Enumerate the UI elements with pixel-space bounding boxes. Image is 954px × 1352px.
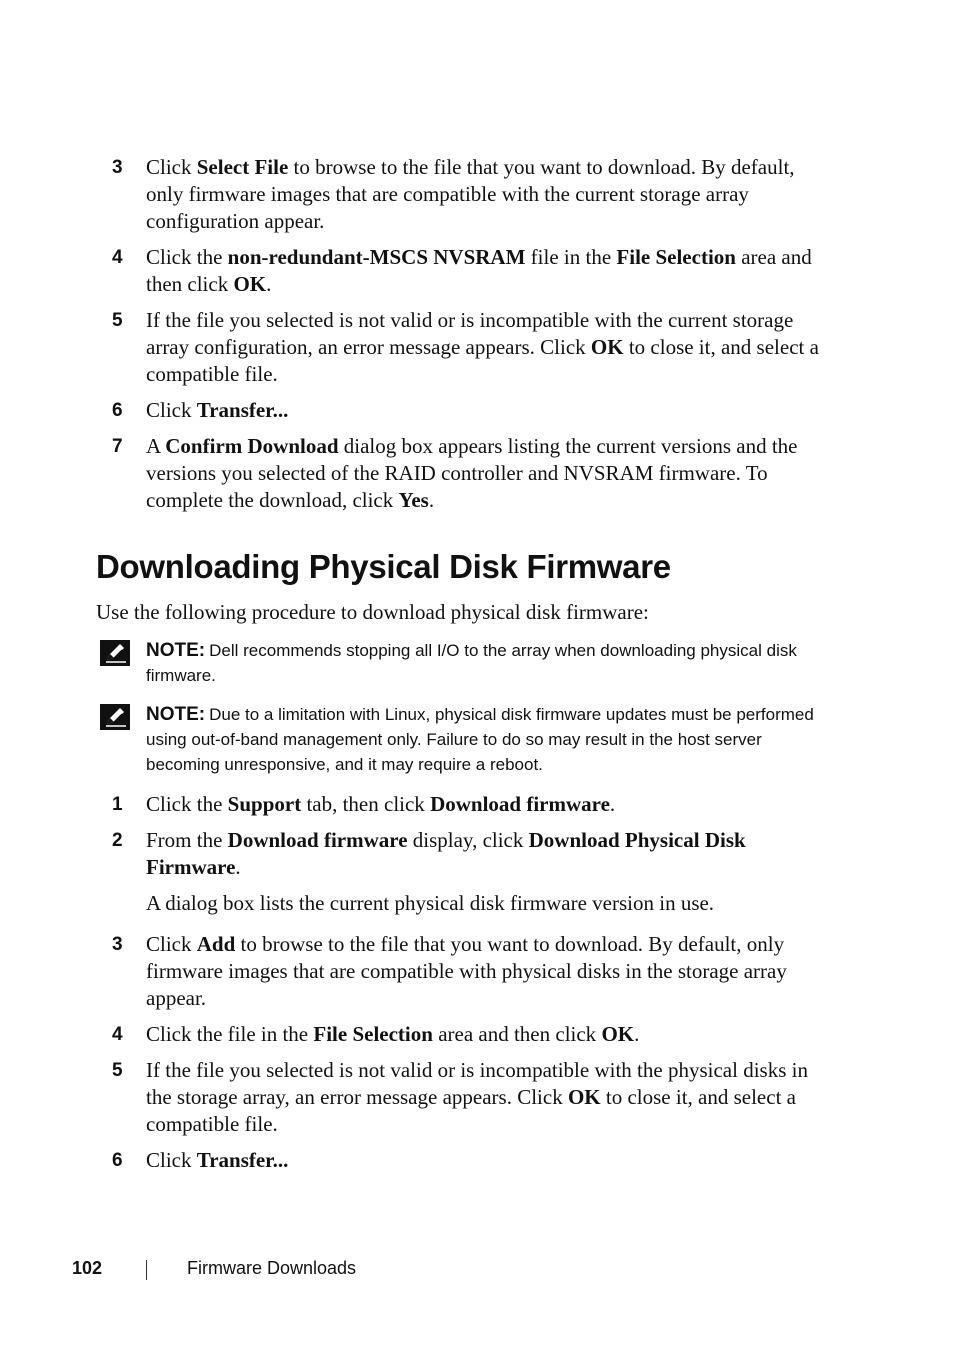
step-text-run: tab, then click: [301, 792, 431, 816]
list-item: [0, 931, 954, 1012]
ui-term: Transfer...: [196, 398, 289, 422]
step-number: 1: [112, 794, 123, 815]
step-text-run: Click the: [146, 792, 228, 816]
step-text: [146, 433, 822, 514]
step-text-run: If the file you selected is not valid or is incompatible with the physical disks in the storage array, an error message appears. Click: [146, 1058, 808, 1109]
ui-term: non-redundant-MSCS NVSRAM: [227, 245, 526, 269]
note-1-text: Dell recommends stopping all I/O to the array when downloading physical disk firmware.: [146, 641, 797, 685]
list-item: [0, 397, 954, 424]
ui-term: File Selection: [616, 245, 736, 269]
step-number: 6: [112, 1150, 123, 1171]
step-text: [146, 244, 822, 298]
ui-term: File Selection: [313, 1022, 433, 1046]
step-text: [146, 827, 822, 881]
note-pencil-icon: [100, 704, 130, 730]
steps-list-top: [0, 154, 954, 523]
step-text-run: .: [634, 1022, 640, 1046]
steps-list-bottom: [0, 791, 954, 1183]
note-2: [100, 702, 820, 777]
step-number: 6: [112, 400, 123, 421]
step-text-run: A: [146, 434, 166, 458]
list-item: [0, 307, 954, 388]
step-text-run: Click the file in the: [146, 1022, 314, 1046]
step-number: 3: [112, 157, 123, 178]
list-item: [0, 827, 954, 881]
note-1-body: [146, 638, 818, 688]
ui-term: OK: [233, 272, 267, 296]
step-text-run: dialog box appears listing the current versions and the versions you selected of the RAID controller and NVSRAM firmware. To complete the download, click: [146, 434, 798, 512]
step-text-run: .: [609, 792, 616, 816]
step-text-run: file in the: [525, 245, 617, 269]
step-text-run: If the file you selected is not valid or is incompatible with the current storage array configuration, an error message appears. Click: [146, 308, 794, 359]
step-text-run: to browse to the file that you want to download. By default, only firmware images that are compatible with physical disks in the storage array appear.: [146, 932, 787, 1010]
ui-term: OK: [601, 1022, 635, 1046]
step-number: 5: [112, 310, 123, 331]
step-text-run: display, click: [407, 828, 529, 852]
step-number: 4: [112, 1024, 123, 1045]
ui-term: Download Physical Disk Firmware: [146, 828, 746, 879]
step-text-run: area and then click: [146, 245, 812, 296]
ui-term: Support: [227, 792, 302, 816]
step-text: [146, 791, 822, 818]
ui-term: OK: [590, 335, 624, 359]
ui-term: Add: [196, 932, 236, 956]
footer-divider: [146, 1260, 147, 1280]
page-footer: [0, 1254, 954, 1284]
list-item: [0, 433, 954, 514]
step-text-run: to close it, and select a compatible file.: [146, 1085, 796, 1136]
step-text-run: .: [428, 488, 435, 512]
dialog-description: A dialog box lists the current physical disk firmware version in use.: [146, 891, 715, 915]
list-item: [0, 791, 954, 818]
step-text-run: Click: [146, 1148, 197, 1172]
note-pencil-icon: [100, 640, 130, 666]
step-text-run: Click: [146, 932, 197, 956]
ui-term: Download firmware: [227, 828, 408, 852]
step-text-run: Click: [146, 398, 197, 422]
note-2-text: Due to a limitation with Linux, physical disk firmware updates must be performed using out-of-band management only. Failure to do so may result in the host server becoming unresponsive, and it may require a reboot.: [146, 705, 814, 774]
intro-paragraph: Use the following procedure to download physical disk firmware:: [96, 600, 649, 624]
step-text: [146, 1021, 822, 1048]
step-number: 2: [112, 830, 123, 851]
note-2-label: NOTE:: [146, 704, 206, 725]
ui-term: Transfer...: [196, 1148, 289, 1172]
step-text: [146, 1057, 822, 1138]
note-1: [100, 638, 820, 688]
list-item: [0, 1147, 954, 1174]
step-text: [146, 154, 822, 235]
list-item: [0, 154, 954, 235]
step-number: 7: [112, 436, 123, 457]
step-text-run: to close it, and select a compatible file.: [146, 335, 819, 386]
ui-term: Yes: [398, 488, 429, 512]
list-item: [0, 1021, 954, 1048]
ui-term: Confirm Download: [165, 434, 339, 458]
step-text-run: .: [266, 272, 272, 296]
step-text: [146, 397, 822, 424]
page-number: 102: [72, 1258, 103, 1278]
ui-term: OK: [567, 1085, 601, 1109]
list-item: [0, 244, 954, 298]
step-number: 5: [112, 1060, 123, 1081]
section-heading: Downloading Physical Disk Firmware: [96, 548, 671, 585]
step-text-run: area and then click: [432, 1022, 602, 1046]
step-text-run: .: [235, 855, 241, 879]
step-number: 4: [112, 247, 123, 268]
footer-section-title: Firmware Downloads: [187, 1258, 357, 1278]
ui-term: Select File: [196, 155, 289, 179]
step-number: 3: [112, 934, 123, 955]
note-2-body: [146, 702, 818, 777]
step-text-run: Click the: [146, 245, 228, 269]
ui-term: Download firmware: [430, 792, 610, 816]
step-text: [146, 931, 822, 1012]
list-item: [0, 1057, 954, 1138]
step-text: [146, 307, 822, 388]
note-1-label: NOTE:: [146, 640, 206, 661]
step-text: [146, 1147, 822, 1174]
step-text-run: Click: [146, 155, 197, 179]
step-text-run: to browse to the file that you want to download. By default, only firmware images that are compatible with the current storage array configuration appear.: [146, 155, 795, 233]
step-text-run: From the: [146, 828, 228, 852]
